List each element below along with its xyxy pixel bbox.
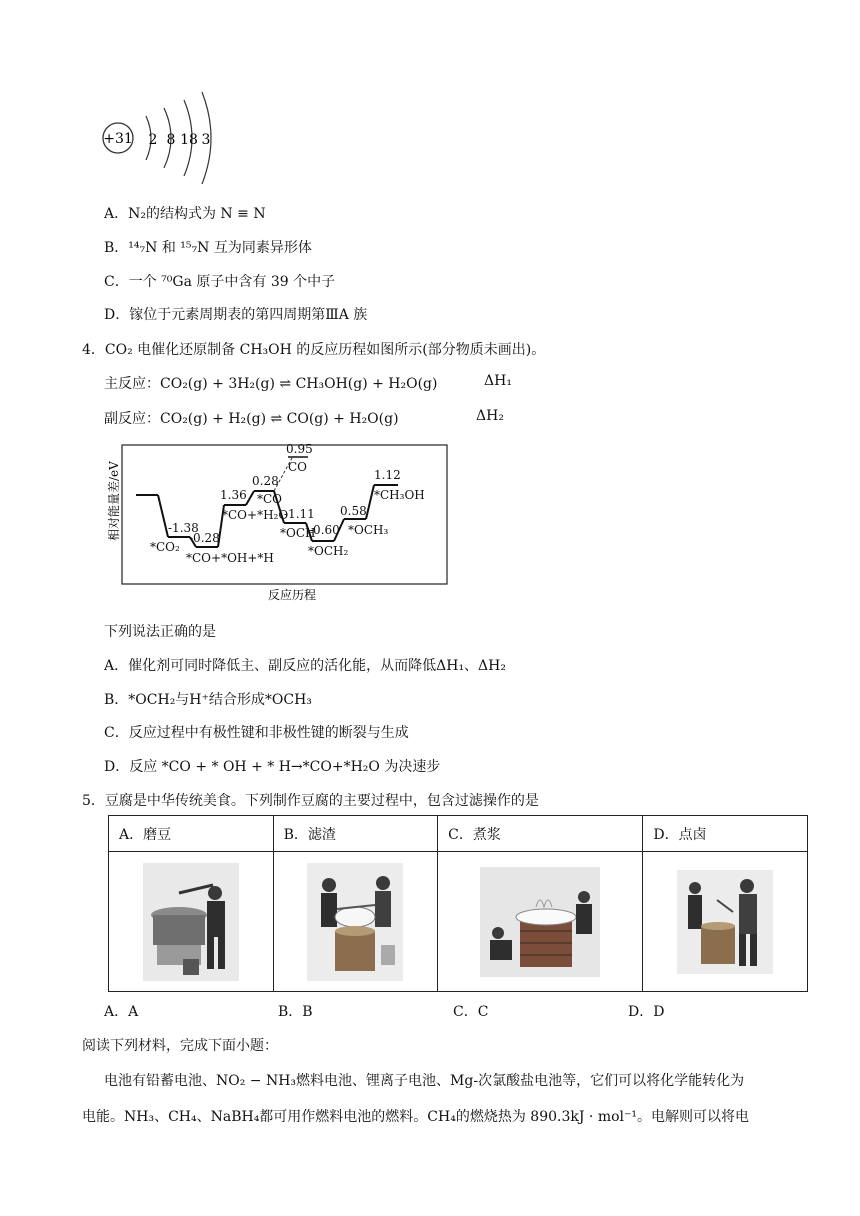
q4-option-b	[104, 689, 312, 709]
option-text: N₂的结构式为 N ≡ N	[128, 206, 266, 222]
option-prefix: C．	[104, 725, 129, 741]
q4-main-reaction	[104, 373, 512, 393]
q4-option-d	[104, 756, 440, 776]
species-label-3: *CO+*H₂O	[222, 508, 289, 522]
option-text: *OCH₂与H⁺结合形成*OCH₃	[128, 692, 312, 708]
q4-side-reaction	[104, 408, 504, 428]
q4-question: 下列说法正确的是	[104, 624, 216, 640]
q5-option-a: A．A	[104, 1004, 139, 1020]
option-prefix: C．	[104, 274, 129, 290]
main-reaction-text: 主反应：CO₂(g) + 3H₂(g) ⇌ CH₃OH(g) + H₂O(g)	[104, 376, 438, 392]
table-head-a: A．磨豆	[109, 816, 274, 852]
q3-option-b	[104, 237, 312, 257]
reading-paragraph-line-2: 电能。NH₃、CH₄、NaBH₄都可用作燃料电池的燃料。CH₄的燃烧热为 890.3kJ · mol⁻¹。电解则可以将电	[82, 1109, 750, 1125]
table-head-c: C．煮浆	[438, 816, 643, 852]
energy-profile-figure	[102, 441, 452, 606]
value-label-4: 0.28	[252, 474, 279, 488]
q3-option-d	[104, 304, 367, 324]
species-label-2: *CO+*OH+*H	[186, 551, 274, 565]
q5-option-d: D．D	[628, 1004, 665, 1020]
option-text: 镓位于元素周期表的第四周期第ⅢA 族	[129, 307, 368, 323]
q3-option-a	[104, 203, 266, 223]
shell-3-count: 18	[180, 132, 198, 148]
main-reaction-dh: ΔH₁	[484, 373, 512, 389]
nucleus-label: +31	[103, 131, 133, 147]
shell-4-count: 3	[201, 132, 211, 148]
x-axis-label: 反应历程	[267, 588, 317, 602]
q4-option-c	[104, 722, 409, 742]
species-label-9: *CH₃OH	[374, 488, 425, 502]
gallium-atom-diagram	[98, 88, 228, 188]
boiling-milk-illustration	[438, 852, 643, 992]
table-head-b: B．滤渣	[273, 816, 438, 852]
reading-intro: 阅读下列材料，完成下面小题：	[82, 1038, 278, 1054]
species-label-6: *OCH	[280, 526, 316, 540]
side-reaction-dh: ΔH₂	[476, 408, 504, 424]
option-text: 反应过程中有极性键和非极性键的断裂与生成	[128, 725, 409, 741]
species-label-1: *CO₂	[150, 540, 180, 554]
value-label-1: -1.38	[168, 521, 199, 535]
energy-profile-svg	[102, 441, 452, 606]
option-prefix: A．	[104, 206, 129, 222]
option-text: 反应 *CO + * OH + * H→*CO+*H₂O 为决速步	[129, 759, 441, 775]
q5-option-c: C．C	[453, 1004, 489, 1020]
shell-1-count: 2	[148, 132, 158, 148]
species-label-7: *OCH₂	[308, 544, 349, 558]
table-head-d: D．点卤	[643, 816, 808, 852]
q3-option-c	[104, 271, 335, 291]
species-label-5: CO	[288, 460, 308, 474]
value-label-5: 0.95	[286, 442, 313, 456]
q4-stem: 4．CO₂ 电催化还原制备 CH₃OH 的反应历程如图所示(部分物质未画出)。	[82, 342, 546, 358]
grinding-beans-illustration	[109, 852, 274, 992]
side-reaction-text: 副反应：CO₂(g) + H₂(g) ⇌ CO(g) + H₂O(g)	[104, 411, 399, 427]
tofu-process-table	[108, 815, 808, 992]
q5-stem: 5．豆腐是中华传统美食。下列制作豆腐的主要过程中，包含过滤操作的是	[82, 793, 539, 809]
option-prefix: A．	[104, 658, 129, 674]
species-label-4: *CO	[257, 492, 283, 506]
option-text: ¹⁴₇N 和 ¹⁵₇N 互为同素异形体	[128, 240, 312, 256]
q4-option-a	[104, 655, 506, 675]
option-prefix: D．	[104, 307, 130, 323]
value-label-9: 1.12	[374, 468, 401, 482]
option-prefix: B．	[104, 692, 129, 708]
value-label-8: 0.58	[340, 504, 367, 518]
adding-coagulant-illustration	[643, 852, 808, 992]
option-text: 一个 ⁷⁰Ga 原子中含有 39 个中子	[128, 274, 336, 290]
shell-2-count: 8	[166, 132, 176, 148]
species-label-8: *OCH₃	[348, 523, 389, 537]
option-text: 催化剂可同时降低主、副反应的活化能，从而降低ΔH₁、ΔH₂	[128, 658, 506, 674]
value-label-7: -0.60	[309, 523, 340, 537]
option-prefix: B．	[104, 240, 129, 256]
value-label-3: 1.36	[220, 488, 247, 502]
reading-paragraph-line-1: 电池有铅蓄电池、NO₂ − NH₃燃料电池、锂离子电池、Mg-次氯酸盐电池等，它们可以将化学能转化为	[104, 1073, 745, 1089]
q5-option-b: B．B	[278, 1004, 313, 1020]
value-label-2: -0.28	[189, 531, 220, 545]
y-axis-label: 相对能量差/eV	[107, 461, 121, 541]
option-prefix: D．	[104, 759, 130, 775]
value-label-6: -1.11	[284, 507, 315, 521]
filtering-residue-illustration	[273, 852, 438, 992]
